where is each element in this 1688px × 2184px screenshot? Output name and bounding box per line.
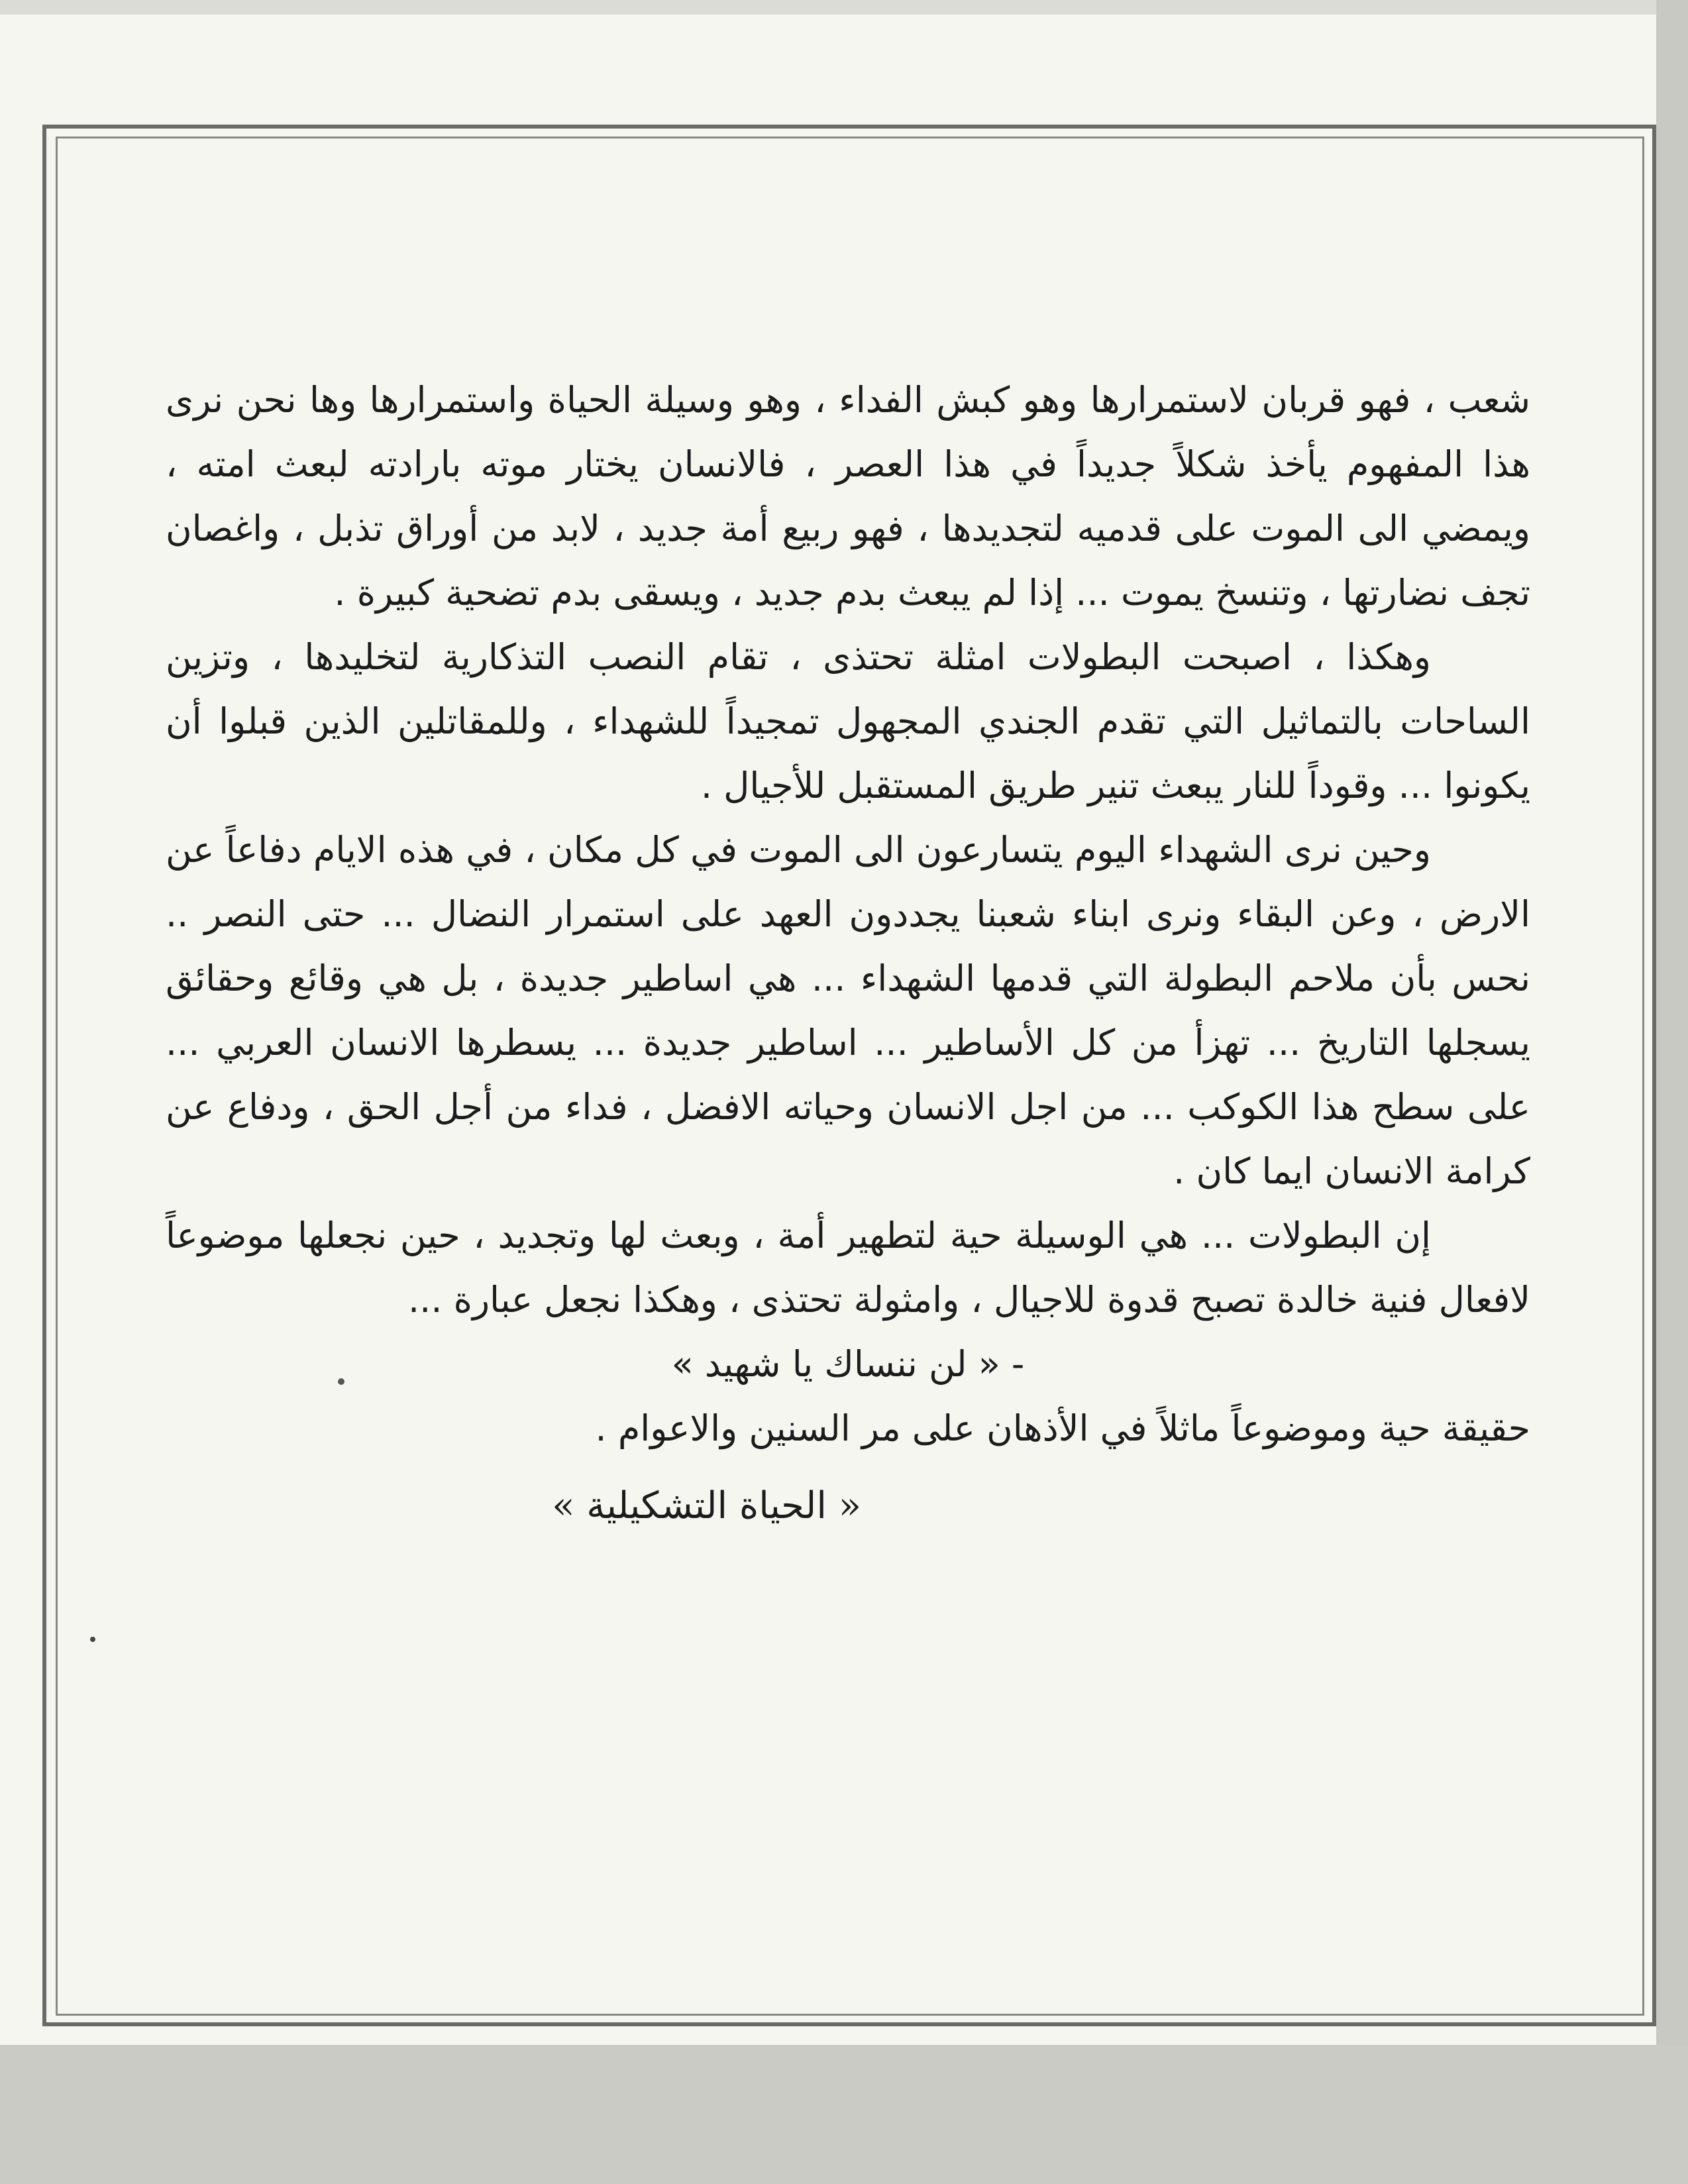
signature: « الحياة التشكيلية » [552, 1484, 861, 1527]
paragraph-2: وهكذا ، اصبحت البطولات امثلة تحتذى ، تقام النصب التذكارية لتخليدها ، وتزين الساحات بالتماثيل التي تقدم الجندي المجهول تمجيداً للشهداء ، وللمقاتلين الذين قبلوا أن يكونوا ... وقوداً للنار يبعث تنير طريق المستقبل للأجيال . [166, 636, 1530, 806]
article-body [166, 368, 1530, 1538]
scan-speck [90, 1637, 95, 1642]
scan-top-edge [0, 0, 1688, 15]
paragraph-4: إن البطولات ... هي الوسيلة حية لتطهير أمة ، وبعث لها وتجديد ، حين نجعلها موضوعاً لافعال فنية خالدة تصبح قدوة للاجيال ، وامثولة تحتذى ، وهكذا نجعل عبارة ... [166, 1215, 1530, 1321]
paragraph-1: شعب ، فهو قربان لاستمرارها وهو كبش الفداء ، وهو وسيلة الحياة واستمرارها وها نحن نرى هذا المفهوم يأخذ شكلاً جديداً في هذا العصر ، فالانسان يختار موته بارادته لبعث امته ، ويمضي الى الموت على قدميه لتجديدها ، فهو ربيع أمة جديد ، لابد من أوراق تذبل ، واغصان تجف نضارتها ، وتنسخ يموت ... إذا لم يبعث بدم جديد ، ويسقى بدم تضحية كبيرة . [166, 379, 1530, 614]
scan-bottom-edge [0, 2045, 1688, 2184]
closing-paragraph: حقيقة حية وموضوعاً ماثلاً في الأذهان على مر السنين والاعوام . [595, 1407, 1530, 1449]
paragraph-3: وحين نرى الشهداء اليوم يتسارعون الى الموت في كل مكان ، في هذه الايام دفاعاً عن الارض ، وعن البقاء ونرى ابناء شعبنا يجددون العهد على استمرار النضال ... حتى النصر .. نحس بأن ملاحم البطولة التي قدمها الشهداء ... هي اساطير جديدة ، بل هي وقائع وحقائق يسجلها التاريخ ... تهزأ من كل الأساطير ... اساطير جديدة ... يسطرها الانسان العربي ... على سطح هذا الكوكب ... من اجل الانسان وحياته الافضل ، فداء من أجل الحق ، ودفاع عن كرامة الانسان ايما كان . [166, 829, 1530, 1192]
scan-right-edge [1656, 0, 1688, 2184]
scan-speck [338, 1378, 344, 1385]
quoted-phrase: - « لن ننساك يا شهيد » [671, 1343, 1025, 1385]
